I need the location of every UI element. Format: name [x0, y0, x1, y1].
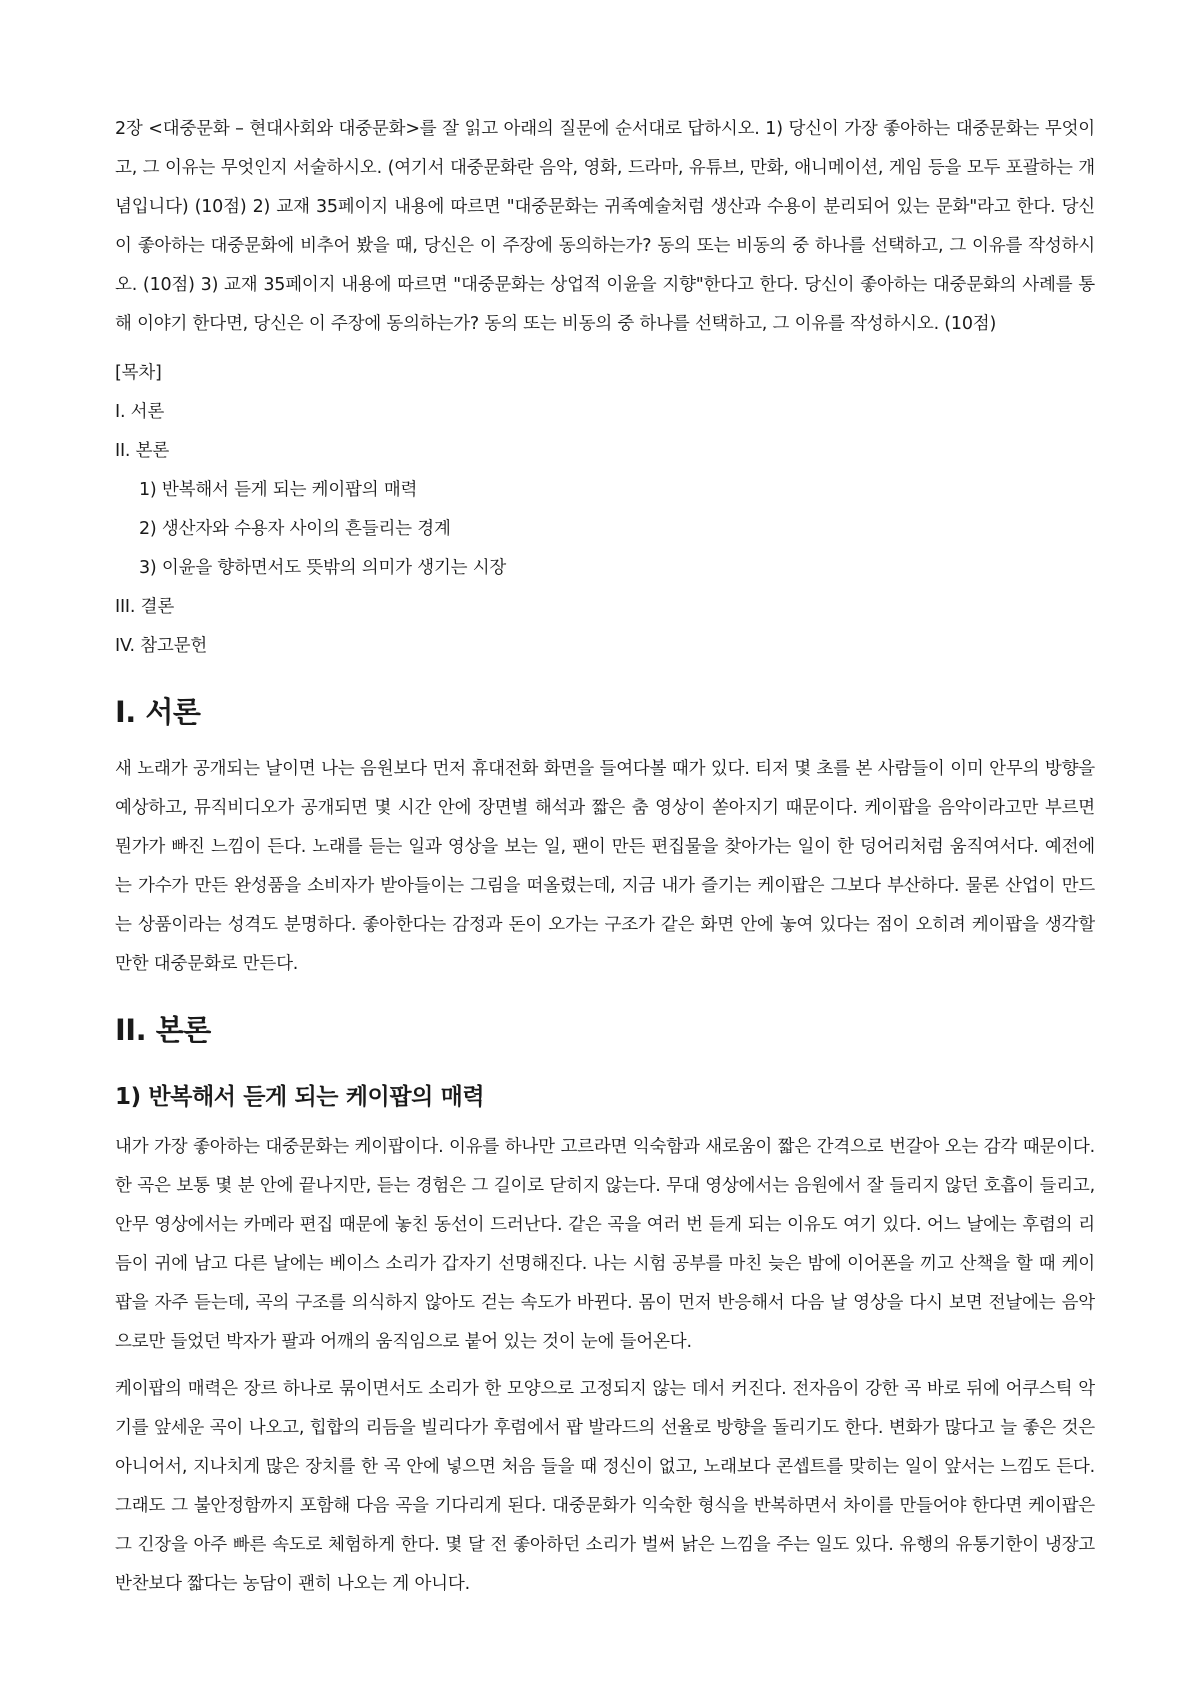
toc-item: I. 서론 — [115, 402, 165, 422]
toc-item: II. 본론 — [115, 441, 170, 461]
body-paragraph: 내가 가장 좋아하는 대중문화는 케이팝이다. 이유를 하나만 고르라면 익숙함과 새로움이 짧은 간격으로 번갈아 오는 감각 때문이다. 한 곡은 보통 몇 분 안에 끝나지만, 듣는 경험은 그 길이로 닫히지 않는다. 무대 영상에서는 음원에서 잘 들리지 않던 호흡이 들리고, 안무 영상에서는 카메라 편집 때문에 놓친 동선이 드러난다. 같은 곡을 여러 번 듣게 되는 이유도 여기 있다. 어느 날에는 후렴의 리듬이 귀에 남고 다른 날에는 베이스 소리가 갑자기 선명해진다. 나는 시험 공부를 마친 늦은 밤에 이어폰을 끼고 산책을 할 때 케이팝을 자주 듣는데, 곡의 구조를 의식하지 않아도 걷는 속도가 바뀐다. 몸이 먼저 반응해서 다음 날 영상을 다시 보면 전날에는 음악으로만 들었던 박자가 팔과 어깨의 움직임으로 붙어 있는 것이 눈에 들어온다. — [115, 1137, 1095, 1352]
table-of-contents — [115, 354, 1095, 666]
toc-title: [목차] — [115, 363, 162, 383]
toc-item: III. 결론 — [115, 597, 175, 617]
subsection-heading-1: 1) 반복해서 듣게 되는 케이팝의 매력 — [115, 1084, 485, 1110]
introduction-paragraph: 새 노래가 공개되는 날이면 나는 음원보다 먼저 휴대전화 화면을 들여다볼 때가 있다. 티저 몇 초를 본 사람들이 이미 안무의 방향을 예상하고, 뮤직비디오가 공개되면 몇 시간 안에 장면별 해석과 짧은 춤 영상이 쏟아지기 때문이다. 케이팝을 음악이라고만 부르면 뭔가가 빠진 느낌이 든다. 노래를 듣는 일과 영상을 보는 일, 팬이 만든 편집물을 찾아가는 일이 한 덩어리처럼 움직여서다. 예전에는 가수가 만든 완성품을 소비자가 받아들이는 그림을 떠올렸는데, 지금 내가 즐기는 케이팝은 그보다 부산하다. 물론 산업이 만드는 상품이라는 성격도 분명하다. 좋아한다는 감정과 돈이 오가는 구조가 같은 화면 안에 놓여 있다는 점이 오히려 케이팝을 생각할 만한 대중문화로 만든다. — [115, 759, 1095, 974]
document-page — [115, 110, 1095, 1604]
assignment-question: 2장 <대중문화 – 현대사회와 대중문화>를 잘 읽고 아래의 질문에 순서대로 답하시오. 1) 당신이 가장 좋아하는 대중문화는 무엇이고, 그 이유는 무엇인지 서술하시오. (여기서 대중문화란 음악, 영화, 드라마, 유튜브, 만화, 애니메이션, 게임 등을 모두 포괄하는 개념입니다) (10점) 2) 교재 35페이지 내용에 따르면 "대중문화는 귀족예술처럼 생산과 수용이 분리되어 있는 문화"라고 한다. 당신이 좋아하는 대중문화에 비추어 봤을 때, 당신은 이 주장에 동의하는가? 동의 또는 비동의 중 하나를 선택하고, 그 이유를 작성하시오. (10점) 3) 교재 35페이지 내용에 따르면 "대중문화는 상업적 이윤을 지향"한다고 한다. 당신이 좋아하는 대중문화의 사례를 통해 이야기 한다면, 당신은 이 주장에 동의하는가? 동의 또는 비동의 중 하나를 선택하고, 그 이유를 작성하시오. (10점) — [115, 119, 1095, 334]
section-heading-introduction: I. 서론 — [115, 695, 201, 729]
section-heading-body: II. 본론 — [115, 1013, 211, 1047]
body-paragraph: 케이팝의 매력은 장르 하나로 묶이면서도 소리가 한 모양으로 고정되지 않는 데서 커진다. 전자음이 강한 곡 바로 뒤에 어쿠스틱 악기를 앞세운 곡이 나오고, 힙합의 리듬을 빌리다가 후렴에서 팝 발라드의 선율로 방향을 돌리기도 한다. 변화가 많다고 늘 좋은 것은 아니어서, 지나치게 많은 장치를 한 곡 안에 넣으면 처음 들을 때 정신이 없고, 노래보다 콘셉트를 맞히는 일이 앞서는 느낌도 든다. 그래도 그 불안정함까지 포함해 다음 곡을 기다리게 된다. 대중문화가 익숙한 형식을 반복하면서 차이를 만들어야 한다면 케이팝은 그 긴장을 아주 빠른 속도로 체험하게 한다. 몇 달 전 좋아하던 소리가 벌써 낡은 느낌을 주는 일도 있다. 유행의 유통기한이 냉장고 반찬보다 짧다는 농담이 괜히 나오는 게 아니다. — [115, 1379, 1095, 1594]
toc-subitem: 3) 이윤을 향하면서도 뜻밖의 의미가 생기는 시장 — [139, 558, 507, 578]
toc-item: IV. 참고문헌 — [115, 636, 208, 656]
toc-subitem: 2) 생산자와 수용자 사이의 흔들리는 경계 — [139, 519, 451, 539]
toc-subitem: 1) 반복해서 듣게 되는 케이팝의 매력 — [139, 480, 418, 500]
